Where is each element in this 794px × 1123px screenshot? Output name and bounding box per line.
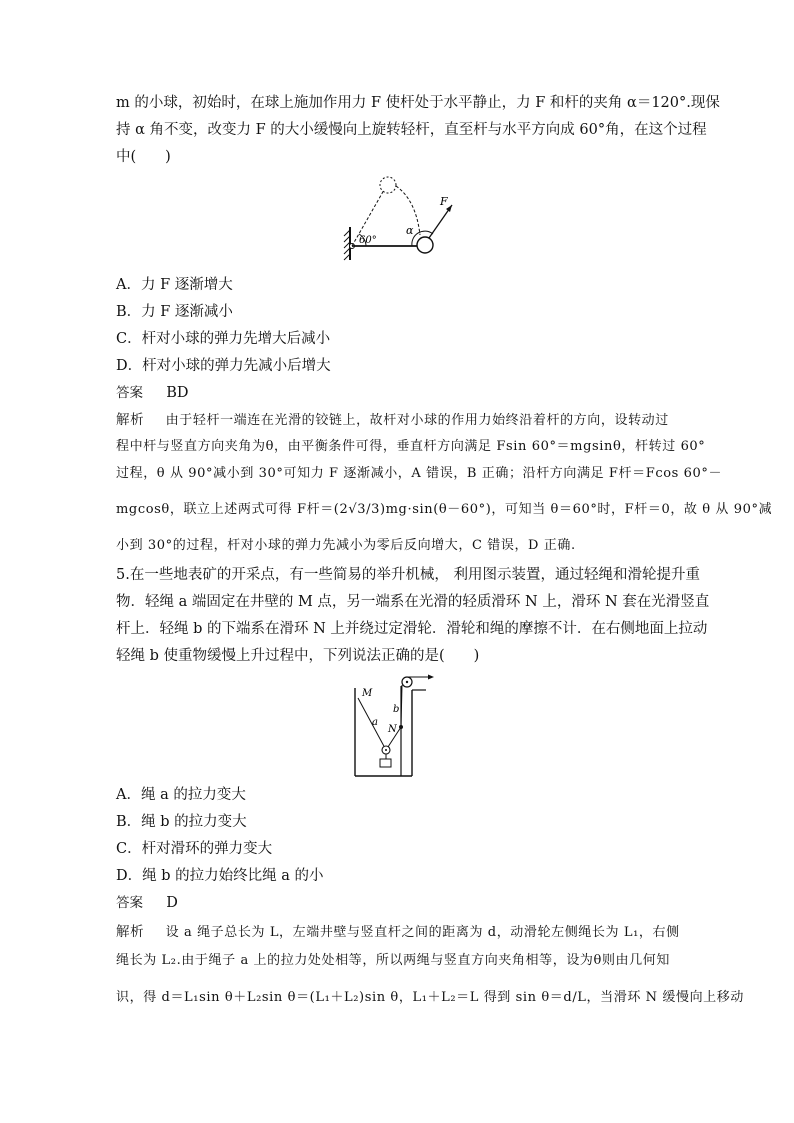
weight-block — [380, 759, 391, 767]
q5-analysis-line-3: 识，得 d＝L₁sin θ＋L₂sin θ＝(L₁＋L₂)sin θ，L₁＋L₂＝L 得到 sin θ＝d/L，当滑环 N 缓慢向上移动 — [116, 990, 744, 1005]
q4-analysis-line-1 — [116, 410, 684, 431]
alpha-label: α — [406, 224, 414, 237]
q4-analysis-label: 解析 — [116, 412, 145, 428]
q4-option-b: B．力 F 逐渐减小 — [116, 304, 233, 320]
ball — [417, 237, 433, 253]
angle-label: 60° — [359, 235, 377, 246]
q5-stem-line-1: 5.在一些地表矿的开采点，有一些简易的举升机械， 利用图示装置，通过轻绳和滑轮提升重 — [116, 567, 700, 583]
q5-figure — [350, 672, 440, 780]
q5-answer — [116, 893, 684, 913]
q5-answer-label: 答案 — [116, 895, 143, 911]
pull-arrowhead — [428, 675, 434, 680]
q5-option-d: D．绳 b 的拉力始终比绳 a 的小 — [116, 868, 324, 884]
q4-option-c: C．杆对小球的弹力先增大后减小 — [116, 331, 331, 347]
label-n: N — [388, 724, 397, 735]
force-label: F — [440, 195, 448, 208]
q4-analysis-line-3: 过程，θ 从 90°减小到 30°可知力 F 逐渐减小，A 错误，B 正确；沿杆方向满足 F杆＝Fcos 60°－ — [116, 466, 723, 481]
q4-figure-svg — [340, 172, 470, 272]
q4-stem-line-3: 中( ) — [116, 149, 171, 165]
q4-option-d: D．杆对小球的弹力先减小后增大 — [116, 358, 331, 374]
q5-figure-svg — [350, 672, 440, 780]
q4-figure — [340, 172, 470, 272]
q4-analysis-line-5: 小到 30°的过程，杆对小球的弹力先减小为零后反向增大，C 错误，D 正确. — [116, 538, 576, 553]
q4-stem-line-1: m 的小球，初始时，在球上施加作用力 F 使杆处于水平静止，力 F 和杆的夹角 α＝120°.现保 — [116, 95, 720, 111]
q4-stem-line-2: 持 α 角不变，改变力 F 的大小缓慢向上旋转轻杆，直至杆与水平方向成 60°角，在这个过程 — [116, 122, 707, 138]
label-b: b — [393, 704, 400, 715]
ring-n — [399, 725, 403, 729]
q5-analysis-line-1 — [116, 922, 684, 943]
q4-analysis-line-2: 程中杆与竖直方向夹角为θ，由平衡条件可得，垂直杆方向满足 Fsin 60°＝mgsinθ，杆转过 60° — [116, 439, 706, 454]
q4-analysis-text-1: 由于轻杆一端连在光滑的铰链上，故杆对小球的作用力始终沿着杆的方向，设转动过 — [165, 413, 669, 428]
ball-dashed — [380, 177, 396, 193]
label-a: a — [372, 717, 378, 728]
q5-option-c: C．杆对滑环的弹力变大 — [116, 841, 273, 857]
q4-option-a: A．力 F 逐渐增大 — [116, 277, 233, 293]
fixed-pulley-axle — [406, 681, 408, 683]
movable-pulley-axle — [385, 749, 387, 751]
q5-stem-line-2: 物．轻绳 a 端固定在井壁的 M 点，另一端系在光滑的轻质滑环 N 上，滑环 N 套在光滑竖直 — [116, 594, 710, 610]
q5-stem-line-3: 杆上．轻绳 b 的下端系在滑环 N 上并绕过定滑轮．滑轮和绳的摩擦不计．在右侧地面上拉动 — [116, 621, 708, 637]
q5-option-a: A．绳 a 的拉力变大 — [116, 787, 246, 803]
q5-stem-line-4: 轻绳 b 使重物缓慢上升过程中，下列说法正确的是( ) — [116, 648, 480, 664]
q5-option-b: B．绳 b 的拉力变大 — [116, 814, 247, 830]
label-m: M — [362, 688, 373, 699]
q5-analysis-line-2: 绳长为 L₂.由于绳子 a 上的拉力处处相等，所以两绳与竖直方向夹角相等，设为θ则由几何知 — [116, 953, 670, 968]
q4-answer — [116, 383, 684, 403]
q5-analysis-text-1: 设 a 绳子总长为 L，左端井壁与竖直杆之间的距离为 d，动滑轮左侧绳长为 L₁，右侧 — [165, 925, 680, 940]
q5-analysis-label: 解析 — [116, 924, 145, 940]
q4-answer-label: 答案 — [116, 385, 143, 401]
q4-analysis-line-4: mgcosθ，联立上述两式可得 F杆＝(2√3/3)mg·sin(θ－60°)，可知当 θ＝60°时，F杆＝0，故 θ 从 90°减 — [116, 502, 773, 517]
q5-answer-value: D — [166, 895, 178, 911]
q4-answer-value: BD — [166, 385, 189, 401]
